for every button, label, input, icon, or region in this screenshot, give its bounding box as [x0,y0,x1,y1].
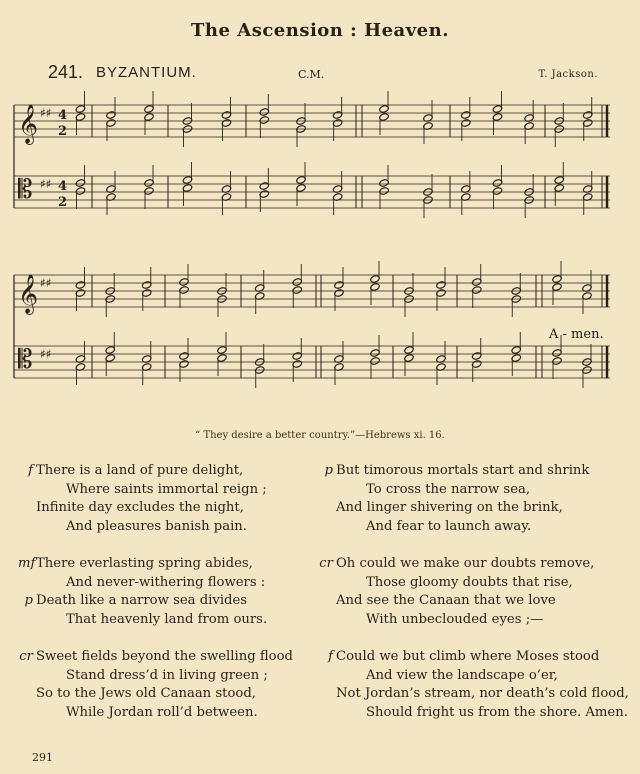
hymn-tune-name: BYZANTIUM. [96,64,197,81]
verse-text: So to the Jews old Canaan stood, [36,686,256,701]
time-signature-icon: 2 [58,124,68,139]
verse-text: Those gloomy doubts that rise, [366,574,573,590]
key-signature-icon: ♯♯ [40,177,52,191]
verse-text: That heavenly land from ours. [66,611,268,627]
verse-text: Death like a narrow sea divides [36,593,248,608]
hymn-number: 241. [48,62,84,82]
right-stanza [318,648,638,722]
epigraph: “ They desire a better country.”—Hebrews xi. 16. [195,430,445,441]
dynamic-mark: p [24,593,33,608]
verse-line [318,667,638,686]
hymn-meter: C.M. [298,68,325,81]
verse-text: While Jordan roll’d between. [66,704,258,720]
right-stanza [318,462,638,536]
dynamic-mark: cr [319,556,333,571]
verse-text: To cross the narrow sea, [366,481,531,497]
verse-line [318,555,638,574]
verse-line [18,462,318,481]
verse-text: But timorous mortals start and shrink [336,463,590,478]
verse-text: And fear to launch away. [366,518,532,534]
verse-text: Could we but climb where Moses stood [336,649,600,664]
verse-text: Where saints immortal reign ; [66,481,267,497]
verse-line [318,481,638,500]
verse-line [318,499,638,518]
verse-line [318,704,638,723]
verse-line [18,499,318,518]
treble-clef-icon: 𝄞 [18,274,39,314]
verse-line [318,518,638,537]
page-number: 291 [32,751,53,764]
verse-text: And linger shivering on the brink, [336,500,563,515]
verse-line [18,667,318,686]
left-stanza [18,462,318,536]
verse-line [318,592,638,611]
verse-line [318,611,638,630]
left-stanza [18,648,318,722]
time-signature-icon: 4 [58,108,68,123]
verse-text: Stand dress’d in living green ; [66,667,268,683]
dynamic-mark: cr [19,649,33,664]
page-header: The Ascension : Heaven. [191,20,449,41]
dynamic-mark: mf [18,556,36,571]
verse-line [18,648,318,667]
key-signature-icon: ♯♯ [40,347,52,361]
time-signature-icon: 4 [58,179,68,194]
key-signature-icon: ♯♯ [40,276,52,290]
verses-left-column [18,462,318,741]
right-stanza [318,555,638,629]
verse-line [318,648,638,667]
verse-text: And view the landscape o’er, [366,667,558,683]
verse-text: And never-withering flowers : [66,574,266,590]
verses-right-column [318,462,638,741]
verse-text: Oh could we make our doubts remove, [336,556,595,571]
verse-line [18,574,318,593]
key-signature-icon: ♯♯ [40,106,52,120]
verse-line [18,685,318,704]
verse-line [18,704,318,723]
verse-text: And see the Canaan that we love [336,593,556,608]
verse-text: There is a land of pure delight, [36,463,244,478]
verse-line [18,518,318,537]
time-signature-icon: 2 [58,195,68,210]
c-clef-icon: 𝄡 [18,345,33,375]
verse-text: With unbeclouded eyes ;— [366,611,544,627]
verse-text: There everlasting spring abides, [36,556,253,571]
verse-line [18,611,318,630]
verse-text: Should fright us from the shore. Amen. [366,704,628,720]
dynamic-mark: f [28,463,33,478]
verse-text: And pleasures banish pain. [66,518,247,534]
verse-line [18,481,318,500]
verse-text: Infinite day excludes the night, [36,500,244,515]
verse-text: Not Jordan’s stream, nor death’s cold flood, [336,686,629,701]
verse-line [18,592,318,611]
hymn-composer: T. Jackson. [538,69,598,80]
dynamic-mark: f [328,649,333,664]
verse-text: Sweet fields beyond the swelling flood [36,649,293,664]
left-stanza [18,555,318,629]
treble-clef-icon: 𝄞 [18,104,39,144]
verse-line [318,462,638,481]
c-clef-icon: 𝄡 [18,175,33,205]
amen-lyric: A - men. [549,327,604,342]
verse-line [18,555,318,574]
verse-line [318,574,638,593]
dynamic-mark: p [324,463,333,478]
verse-line [318,685,638,704]
